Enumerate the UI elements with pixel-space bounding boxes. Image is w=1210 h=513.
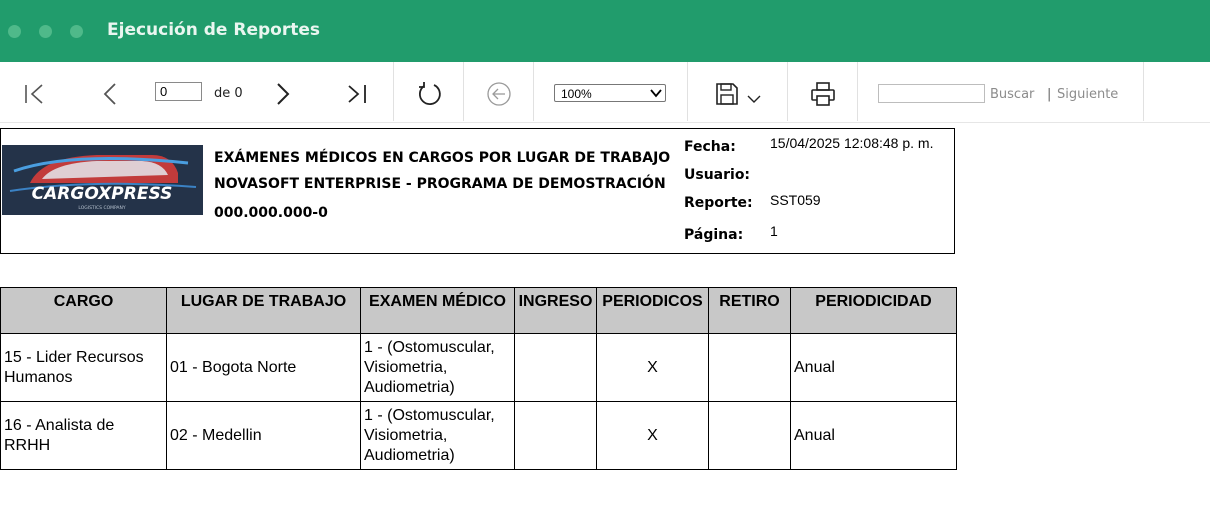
pagina-label: Página:: [684, 227, 744, 243]
lugar-cell: 01 - Bogota Norte: [167, 334, 361, 402]
reporte-value: SST059: [770, 192, 821, 208]
table-header-row: [1, 288, 957, 334]
examen-cell: 1 - (Ostomuscular, Visiometria, Audiometria): [361, 402, 515, 470]
company-logo: [2, 145, 203, 215]
refresh-icon[interactable]: [415, 80, 443, 108]
window-title: Ejecución de Reportes: [107, 20, 320, 40]
lugar-cell: 02 - Medellin: [167, 402, 361, 470]
save-icon[interactable]: [715, 82, 739, 106]
periodicos-cell: X: [597, 334, 709, 402]
fecha-value: 15/04/2025 12:08:48 p. m.: [770, 135, 934, 151]
page-number-input[interactable]: [155, 82, 202, 101]
company-nit: 000.000.000-0: [214, 205, 328, 221]
logo-wordmark: CARGOXPRESS: [31, 184, 173, 204]
logo-tagline: LOGISTICS COMPANY: [78, 206, 126, 211]
fecha-label: Fecha:: [684, 139, 736, 155]
column-header: LUGAR DE TRABAJO: [167, 288, 361, 334]
window-dot-icon[interactable]: [8, 25, 21, 38]
usuario-label: Usuario:: [684, 167, 751, 183]
column-header: PERIODICOS: [597, 288, 709, 334]
toolbar-divider: [1143, 62, 1144, 121]
toolbar-divider: [463, 62, 464, 121]
page-count-label: de 0: [214, 86, 243, 101]
retiro-cell: [709, 334, 791, 402]
column-header: PERIODICIDAD: [791, 288, 957, 334]
reporte-label: Reporte:: [684, 195, 753, 211]
table-row: [1, 334, 957, 402]
zoom-value: 100%: [561, 87, 592, 101]
examen-cell: 1 - (Ostomuscular, Visiometria, Audiometria): [361, 334, 515, 402]
search-input[interactable]: [878, 84, 985, 103]
zoom-select[interactable]: [554, 84, 666, 102]
cargo-cell: 16 - Analista de RRHH: [1, 402, 167, 470]
column-header: EXAMEN MÉDICO: [361, 288, 515, 334]
find-separator: |: [1047, 87, 1052, 102]
exams-table: [0, 287, 957, 470]
title-bar: [0, 0, 1210, 62]
report-title: EXÁMENES MÉDICOS EN CARGOS POR LUGAR DE TRABAJO: [214, 150, 671, 166]
chevron-down-icon: [650, 89, 662, 98]
report-header: [0, 128, 955, 254]
find-next-button[interactable]: Siguiente: [1057, 87, 1119, 102]
next-page-icon[interactable]: [273, 82, 293, 106]
truck-logo-icon: [2, 145, 203, 215]
pagina-value: 1: [770, 223, 778, 239]
window-dot-icon[interactable]: [70, 25, 83, 38]
toolbar-divider: [393, 62, 394, 121]
toolbar-divider: [533, 62, 534, 121]
print-icon[interactable]: [810, 81, 836, 107]
window-dot-icon[interactable]: [39, 25, 52, 38]
chevron-down-icon[interactable]: [747, 94, 761, 104]
ingreso-cell: [515, 402, 597, 470]
retiro-cell: [709, 402, 791, 470]
previous-page-icon[interactable]: [100, 82, 120, 106]
toolbar-divider: [857, 62, 858, 121]
periodicos-cell: X: [597, 402, 709, 470]
column-header: INGRESO: [515, 288, 597, 334]
toolbar-divider: [787, 62, 788, 121]
company-name: NOVASOFT ENTERPRISE - PROGRAMA DE DEMOSTRACIÓN: [214, 176, 666, 192]
back-icon[interactable]: [486, 81, 512, 107]
column-header: RETIRO: [709, 288, 791, 334]
periodicidad-cell: Anual: [791, 402, 957, 470]
ingreso-cell: [515, 334, 597, 402]
column-header: CARGO: [1, 288, 167, 334]
table-row: [1, 402, 957, 470]
report-toolbar: [0, 62, 1210, 123]
cargo-cell: 15 - Lider Recursos Humanos: [1, 334, 167, 402]
last-page-icon[interactable]: [346, 83, 368, 105]
find-button[interactable]: Buscar: [990, 87, 1035, 102]
toolbar-divider: [687, 62, 688, 121]
periodicidad-cell: Anual: [791, 334, 957, 402]
first-page-icon[interactable]: [23, 83, 45, 105]
